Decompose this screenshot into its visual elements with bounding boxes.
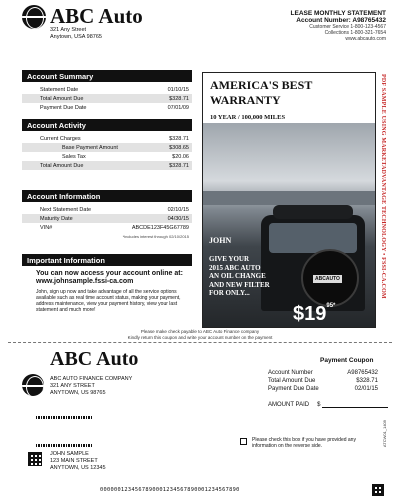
postal-barcode-2: [36, 444, 92, 447]
postal-barcode: [36, 416, 92, 419]
mountains: [203, 191, 376, 205]
section-header: Account Summary: [22, 70, 192, 82]
ad-price: [293, 303, 335, 326]
roof-box: [273, 205, 353, 219]
detach-line-2: Kindly return this coupon and write your account number on the payment: [127, 334, 273, 340]
coupon-brand-name: ABC Auto: [50, 348, 139, 370]
offer-line: GIVE YOUR: [209, 255, 249, 263]
ad-offer: [209, 255, 279, 298]
customer-line: 123 MAIN STREET: [50, 458, 98, 464]
customer-service-phone: Customer Service 1-800-123-4567: [309, 24, 386, 30]
amount-paid-field[interactable]: [322, 401, 388, 408]
perforation-line: [8, 342, 392, 343]
side-code: ATCW01_1409: [382, 420, 387, 448]
information-row: Maturity Date 04/30/15: [22, 214, 192, 223]
car-rear-window: [269, 223, 357, 253]
information-row: Next Statement Date 02/10/15: [40, 206, 189, 213]
account-information: [22, 190, 192, 239]
qr-code-bottom: [372, 484, 384, 496]
globe-logo-icon: [22, 5, 46, 29]
interest-footnote: *includes interest through 02/10/2015: [122, 234, 189, 239]
online-access-url[interactable]: www.johnsample.fssi-ca.com: [36, 278, 134, 285]
price-cents: 95*: [326, 303, 336, 309]
activity-row: Current Charges $328.71: [40, 135, 189, 142]
amount-paid-label: AMOUNT PAID: [268, 402, 310, 408]
offer-line: 2015 ABC AUTO: [209, 263, 261, 272]
ad-title: AMERICA'S BEST WARRANTY: [210, 78, 313, 107]
remit-line: ABC AUTO FINANCE COMPANY: [50, 376, 133, 382]
qr-code: [28, 452, 42, 466]
coupon-details: [268, 369, 378, 393]
account-number-line: Account Number: A98765432: [296, 17, 386, 24]
coupon-row: Payment Due Date 02/01/15: [268, 386, 378, 392]
price-dollars: $19: [293, 303, 327, 325]
activity-row: Base Payment Amount $308.65: [22, 143, 192, 152]
summary-row: Statement Date 01/10/15: [40, 86, 189, 93]
amount-paid: [268, 401, 388, 408]
coupon-row: Total Amount Due $328.71: [268, 378, 378, 384]
statement-header: [236, 10, 386, 42]
important-information: [22, 254, 192, 313]
summary-row: Total Amount Due $328.71: [22, 94, 192, 103]
activity-row: Total Amount Due $328.71: [22, 161, 192, 170]
statement-title: LEASE MONTHLY STATEMENT: [290, 10, 386, 17]
payment-coupon-title: Payment Coupon: [320, 357, 374, 364]
ad-subtitle-1: 10 YEAR / 100,000 MILES: [210, 114, 286, 121]
car-photo: [203, 123, 376, 328]
customer-address: [50, 451, 106, 472]
company-address: [50, 27, 102, 41]
warranty-ad: [202, 72, 376, 328]
customer-line: JOHN SAMPLE: [50, 451, 89, 457]
online-access-body: John, sign up now and take advantage of all the service options available such as real time account status, making your payment, address maintenance, view your payment history, view your last statement and much more!: [36, 289, 181, 313]
detach-line-1: Please make check payable to ABC Auto Finance company: [140, 329, 260, 334]
reverse-side-checkbox[interactable]: [240, 438, 247, 445]
information-row: VIN# ABCDE123F45G67789: [40, 224, 189, 231]
detach-instructions: [0, 329, 400, 340]
account-summary: [22, 70, 192, 112]
website-link[interactable]: www.abcauto.com: [345, 36, 386, 42]
section-header: Account Information: [22, 190, 192, 202]
section-header: Important Information: [22, 254, 192, 266]
ocr-scanline: 0000001234567890001234567890001234567890: [100, 487, 240, 493]
tire-badge: ABCAUTO: [315, 276, 340, 282]
customer-line: ANYTOWN, US 12345: [50, 465, 106, 471]
remit-line: ANYTOWN, US 98765: [50, 390, 106, 396]
section-header: Account Activity: [22, 119, 192, 131]
remit-line: 321 ANY STREET: [50, 383, 95, 389]
amount-paid-symbol: $: [317, 402, 321, 408]
ad-customer-name: JOHN: [209, 236, 232, 245]
globe-logo-icon: [22, 374, 44, 396]
activity-row: Sales Tax $20.06: [62, 153, 189, 160]
collections-phone: Collections 1-800-321-7654: [324, 30, 386, 36]
offer-line: FOR ONLY...: [209, 289, 250, 297]
coupon-row: Account Number A98765432: [268, 370, 378, 376]
account-activity: [22, 119, 192, 170]
address-line-1: 321 Any Street: [50, 27, 87, 33]
offer-line: AND NEW FILTER: [209, 280, 270, 289]
ad-vertical-text: PDF SAMPLE USING MARKETADVANTAGE TECHNOLOGY • FSSI-CA.COM: [380, 74, 386, 299]
remit-address: [50, 376, 132, 397]
brand-name: ABC Auto: [50, 4, 143, 28]
online-access-headline: You can now access your account online at:: [36, 270, 183, 277]
address-line-2: Anytown, USA 98765: [50, 34, 102, 40]
checkbox-label: Please check this box if you have provided any information on the reverse side.: [252, 437, 356, 449]
summary-row: Payment Due Date 07/01/09: [40, 104, 189, 111]
offer-line: AN OIL CHANGE: [209, 272, 266, 280]
